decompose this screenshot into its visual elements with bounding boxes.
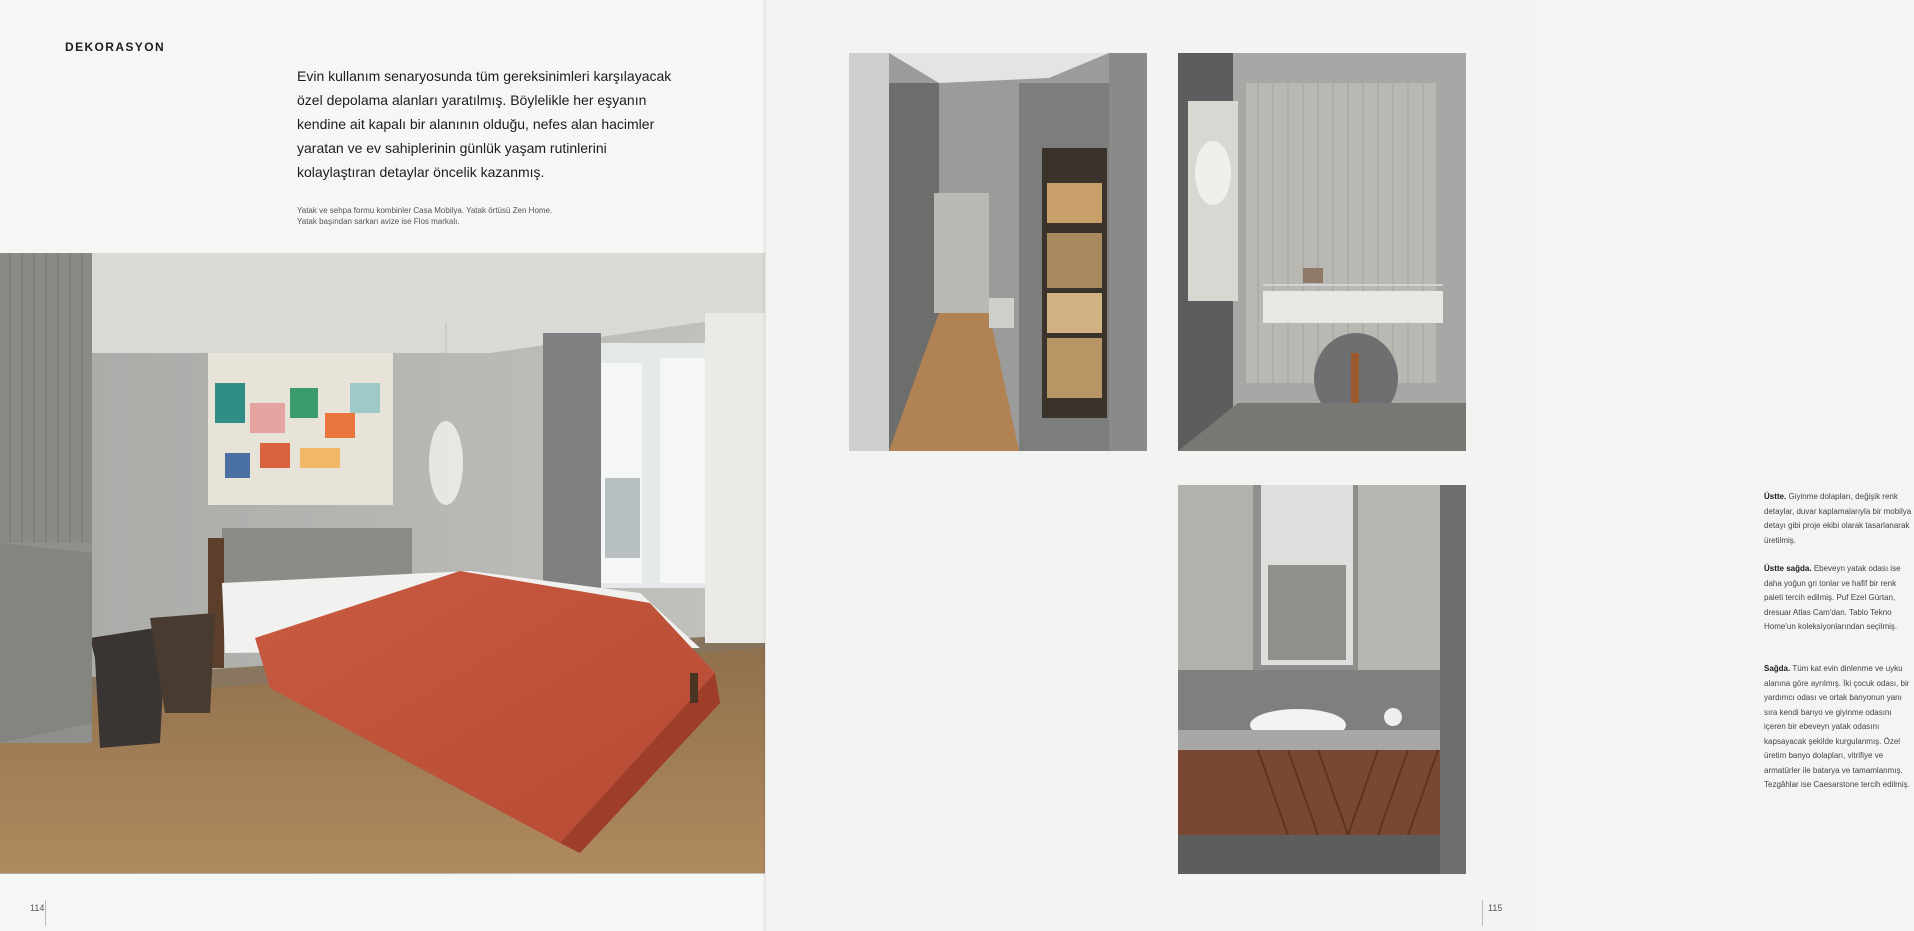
caption-top-right-text: Ebeveyn yatak odası ise daha yoğun gri tonlar ve hafif bir renk paleti tercih edilmiş. Puf Ezel Gürtan, dresuar Atlas Cam'dan. Tablo Tekno Home'un koleksiyonlarından seçilmiş.	[1764, 564, 1901, 631]
caption-top	[1764, 490, 1914, 548]
caption-right	[1764, 662, 1914, 793]
bathroom-vanity-photo	[1178, 485, 1466, 874]
page-number-right: 115	[1488, 903, 1503, 913]
folio-rule-left	[45, 900, 46, 926]
caption-top-label: Üstte.	[1764, 492, 1787, 501]
bedroom-caption-line-1: Yatak ve sehpa formu kombinler Casa Mobilya. Yatak örtüsü Zen Home.	[297, 206, 553, 215]
folio-rule-right	[1482, 900, 1483, 926]
caption-right-label: Sağda.	[1764, 664, 1791, 673]
bedroom-photo	[0, 253, 765, 874]
dressing-table-photo	[1178, 53, 1466, 451]
page-number-left: 114	[30, 903, 45, 913]
caption-right-text: Tüm kat evin dinlenme ve uyku alanına göre ayrılmış. İki çocuk odası, bir yardımcı odası ve ortak banyonun yanı sıra kendi banyo ve giyinme odasını içeren bir ebeveyn yatak odasını kapsayacak şekilde kurgulanmış. Özel üretim banyo dolapları, vitrifiye ve armatürler ile batarya ve tamamlanmış. Tezgâhlar ise Caesarstone tercih edilmiş.	[1764, 664, 1910, 789]
caption-top-right	[1764, 562, 1914, 635]
bedroom-caption-line-2: Yatak başından sarkan avize ise Flos markalı.	[297, 217, 460, 226]
right-page	[766, 0, 1912, 931]
walk-in-closet-hallway-photo	[849, 53, 1147, 451]
intro-paragraph: Evin kullanım senaryosunda tüm gereksinimleri karşılayacak özel depolama alanları yaratılmış. Böylelikle her eşyanın kendine ait kapalı bir alanının olduğu, nefes alan hacimler yaratan ve ev sahiplerinin günlük yaşam rutinlerini kolaylaştıran detaylar öncelik kazanmış.	[297, 68, 672, 180]
bedroom-caption	[297, 205, 597, 227]
caption-top-right-label: Üstte sağda.	[1764, 564, 1812, 573]
left-page	[0, 0, 766, 931]
section-label: DEKORASYON	[65, 40, 166, 54]
caption-top-text: Giyinme dolapları, değişik renk detaylar, duvar kaplamalarıyla bir mobilya detayı gibi proje ekibi olarak tasarlanarak üretilmiş.	[1764, 492, 1912, 545]
